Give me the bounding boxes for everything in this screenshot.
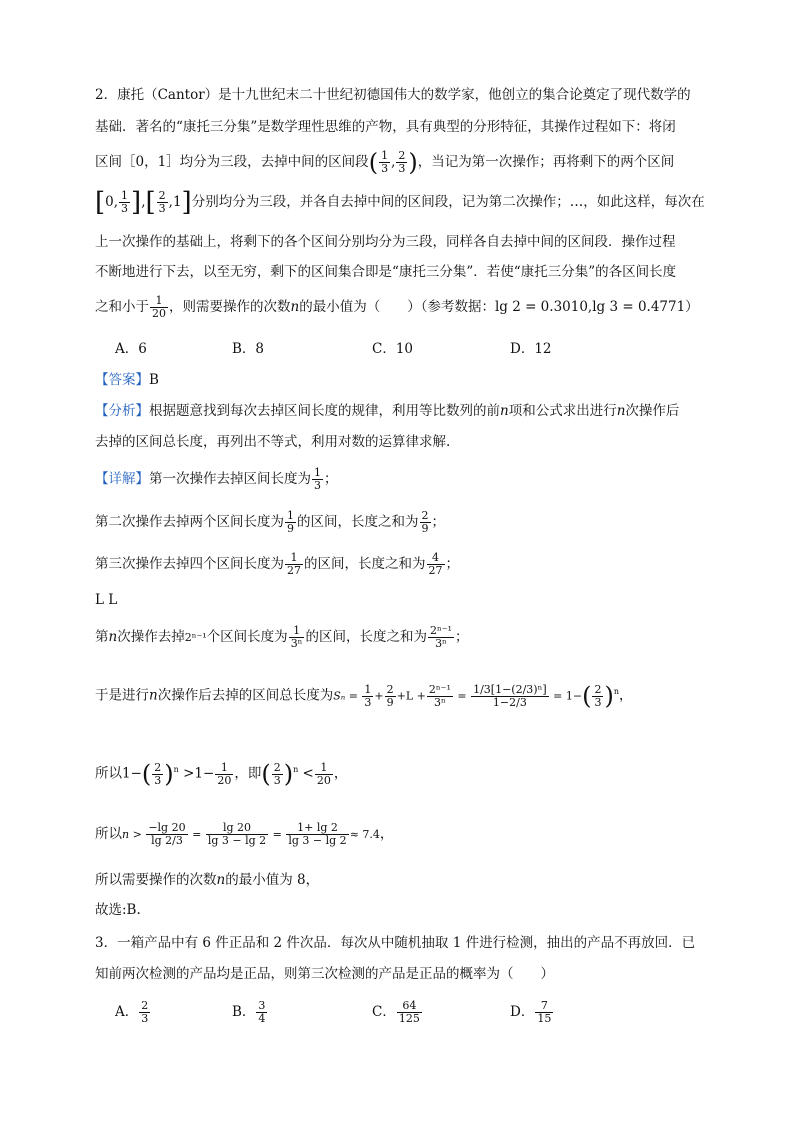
analysis-line-2: 去掉的区间总长度，再列出不等式，利用对数的运算律求解. (95, 434, 451, 450)
detail-line-4: 第n次操作去掉2ⁿ⁻¹个区间长度为 $\frac{1}{\text{3ⁿ}}$ 的区间，长度之和为 $\frac{\text{2ⁿ⁻¹}}{\text{3ⁿ}}$ ； (95, 624, 469, 650)
detail-line-2: 第二次操作去掉两个区间长度为 $\frac{1}{9}$ 的区间，长度之和为 $\frac{2}{9}$ ； (95, 509, 445, 535)
detail-line-8: 所以需要操作的次数n的最小值为 8， (95, 872, 320, 888)
q3-option-a: A． $\frac{2}{3}$ (115, 999, 149, 1025)
q2-line-1: 2．康托（Cantor）是十九世纪末二十世纪初德国伟大的数学家，他创立的集合论奠定了现代数学的 (95, 87, 691, 103)
detail-line-1: 【详解】第一次操作去掉区间长度为 $\frac{1}{3}$ ； (95, 466, 338, 492)
answer-text: B (149, 372, 159, 388)
detail-tag: 【详解】 (95, 471, 149, 487)
detail-line-6: 所以1−( $\frac{2}{3}$ )$^n$ >1− $\frac{1}{20}$ ，即( $\frac{2}{3}$ )$^n$ < $\frac{1}{20}$ ， (95, 760, 348, 788)
answer-tag: 【答案】 (95, 372, 149, 388)
q2-line-7: 之和小于 $\frac{1}{20}$ ，则需要操作的次数n的最小值为（ ）（参考数据：lg 2 = 0.3010,lg 3 = 0.4771） (95, 294, 699, 320)
q2-line-2: 基础．著名的“康托三分集”是数学理性思维的产物，具有典型的分形特征，其操作过程如下：将闭 (95, 119, 676, 135)
q2-option-c: C．10 (372, 341, 414, 357)
analysis-tag: 【分析】 (95, 403, 149, 419)
q2-line-3b: ，当记为第一次操作；再将剩下的两个区间 (417, 154, 675, 170)
frac-1-3: $\frac{1}{3}$ (381, 149, 389, 175)
q2-line-3: 区间［0，1］均分为三段，去掉中间的区间段( $\frac{1}{3}$ , $\frac{2}{3}$ )，当记为第一次操作；再将剩下的两个区间 (95, 148, 675, 177)
q3-option-c: C． $\frac{64}{125}$ (372, 999, 420, 1025)
detail-line-9: 故选:B. (95, 902, 141, 918)
q3-option-b: B． $\frac{3}{4}$ (232, 999, 266, 1025)
q2-line-5: 上一次操作的基础上，将剩下的各个区间分别均分为三段，同样各自去掉中间的区间段．操作过程 (95, 234, 676, 250)
q3-line-2: 知前两次检测的产品均是正品，则第三次检测的产品是正品的概率为（ ） (95, 966, 554, 982)
detail-line-5: 于是进行n次操作后去掉的区间总长度为Sₙ = $\frac{1}{3}$ + $\frac{2}{9}$ +L + $\frac{\text{2ⁿ⁻¹}}{\text{3ⁿ}}$ = $\frac{\text{1/3[1−(2/3)ⁿ]}}{1-2/3}$ = 1−( $\frac{2}{3}$ )$^n$， (95, 682, 633, 710)
detail-dots: L L (95, 592, 118, 608)
analysis-line-1: 【分析】根据题意找到每次去掉区间长度的规律，利用等比数列的前n项和公式求出进行n次操作后 (95, 403, 680, 419)
q2-line-4b: 分别均分为三段，并各自去掉中间的区间段，记为第二次操作；…，如此这样，每次在 (191, 194, 705, 210)
answer-line (95, 370, 159, 390)
q2-option-b: B．8 (232, 341, 265, 357)
frac-2-3: $\frac{2}{3}$ (398, 149, 406, 175)
detail-line-3: 第三次操作去掉四个区间长度为 $\frac{1}{27}$ 的区间，长度之和为 $\frac{4}{27}$ ； (95, 551, 459, 577)
q3-line-1: 3．一箱产品中有 6 件正品和 2 件次品．每次从中随机抽取 1 件进行检测，抽出的产品不再放回．已 (95, 935, 696, 951)
detail-line-7: 所以n > $\frac{-\lg 20}{\lg 2/3}$ = $\frac{\lg 20}{\lg 3 - \lg 2}$ = $\frac{1+ \lg 2}{\lg 3 - \lg 2}$ ≈ 7.4， (95, 821, 394, 847)
q2-line-4: [0, $\frac{1}{3}$ ],[ $\frac{2}{3}$ ,1]分别均分为三段，并各自去掉中间的区间段，记为第二次操作；…，如此这样，每次在 (95, 187, 705, 218)
q2-line-3a: 区间［0，1］均分为三段，去掉中间的区间段 (95, 154, 369, 170)
q2-option-a: A．6 (115, 341, 147, 357)
q2-line-6: 不断地进行下去，以至无穷，剩下的区间集合即是“康托三分集”．若使“康托三分集”的各区间长度 (95, 264, 677, 280)
q2-option-d: D．12 (510, 341, 552, 357)
q3-option-d: D． $\frac{7}{15}$ (510, 999, 552, 1025)
